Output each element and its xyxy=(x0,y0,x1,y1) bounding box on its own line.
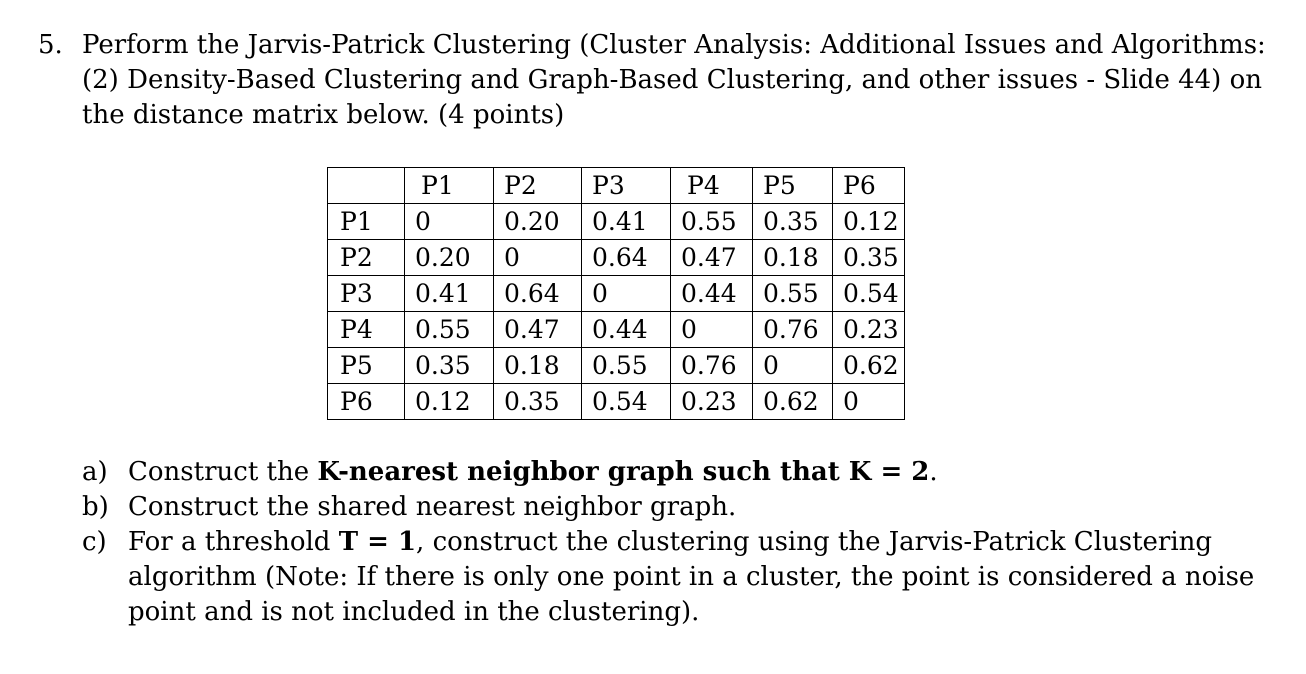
matrix-cell: 0.35 xyxy=(753,204,833,240)
matrix-cell: 0 xyxy=(582,276,671,312)
matrix-cell: 0.76 xyxy=(671,348,753,384)
subpart-b xyxy=(82,490,1282,525)
matrix-cell: 0.12 xyxy=(833,204,905,240)
matrix-cell: 0.55 xyxy=(582,348,671,384)
matrix-cell: 0.20 xyxy=(405,240,494,276)
matrix-cell: 0.64 xyxy=(494,276,582,312)
distance-matrix-table xyxy=(327,167,905,420)
matrix-cell: 0.20 xyxy=(494,204,582,240)
subpart-bold-text: T = 1 xyxy=(338,527,417,557)
subpart-a xyxy=(82,455,1282,490)
matrix-cell: 0.64 xyxy=(582,240,671,276)
matrix-cell: 0.47 xyxy=(671,240,753,276)
matrix-row xyxy=(328,384,905,420)
matrix-cell: 0.62 xyxy=(833,348,905,384)
matrix-cell: 0.18 xyxy=(494,348,582,384)
matrix-cell: 0.18 xyxy=(753,240,833,276)
matrix-column-header: P5 xyxy=(753,168,833,204)
matrix-row xyxy=(328,348,905,384)
matrix-cell: 0 xyxy=(494,240,582,276)
subpart-c xyxy=(82,525,1282,630)
subpart-text: . xyxy=(929,457,938,487)
matrix-row-header: P5 xyxy=(328,348,405,384)
matrix-row-header: P4 xyxy=(328,312,405,348)
matrix-cell: 0.35 xyxy=(494,384,582,420)
matrix-column-header: P1 xyxy=(405,168,494,204)
matrix-cell: 0 xyxy=(753,348,833,384)
matrix-cell: 0.54 xyxy=(582,384,671,420)
matrix-cell: 0.41 xyxy=(582,204,671,240)
question-text: Perform the Jarvis-Patrick Clustering (Cluster Analysis: Additional Issues and Algorithms: (2) Density-Based Clustering and Graph-Based Clustering, and other issues - Slide 44) on the distance matrix below. (4 points) xyxy=(82,30,1266,130)
matrix-cell: 0.35 xyxy=(405,348,494,384)
matrix-row xyxy=(328,204,905,240)
matrix-cell: 0.47 xyxy=(494,312,582,348)
matrix-cell: 0.55 xyxy=(753,276,833,312)
matrix-column-header: P4 xyxy=(671,168,753,204)
matrix-cell: 0 xyxy=(833,384,905,420)
subpart-label: c) xyxy=(82,527,107,557)
matrix-cell: 0.23 xyxy=(833,312,905,348)
matrix-column-header: P3 xyxy=(582,168,671,204)
matrix-cell: 0.12 xyxy=(405,384,494,420)
subpart-text: Construct the shared nearest neighbor graph. xyxy=(128,492,737,522)
matrix-cell: 0.44 xyxy=(671,276,753,312)
subpart-bold-text: K-nearest neighbor graph such that K = 2 xyxy=(317,457,930,487)
matrix-row-header: P6 xyxy=(328,384,405,420)
matrix-cell: 0 xyxy=(671,312,753,348)
distance-matrix-container xyxy=(327,167,905,420)
matrix-cell: 0.35 xyxy=(833,240,905,276)
matrix-cell: 0.54 xyxy=(833,276,905,312)
matrix-cell: 0.55 xyxy=(671,204,753,240)
matrix-row-header: P2 xyxy=(328,240,405,276)
matrix-header-row xyxy=(328,168,905,204)
matrix-cell: 0.23 xyxy=(671,384,753,420)
matrix-column-header: P2 xyxy=(494,168,582,204)
matrix-row xyxy=(328,240,905,276)
matrix-corner-cell xyxy=(328,168,405,204)
subpart-text: Construct the xyxy=(128,457,318,487)
matrix-cell: 0.41 xyxy=(405,276,494,312)
subpart-text: For a threshold xyxy=(128,527,339,557)
matrix-cell: 0 xyxy=(405,204,494,240)
question-block xyxy=(38,28,1288,133)
matrix-cell: 0.44 xyxy=(582,312,671,348)
matrix-row-header: P3 xyxy=(328,276,405,312)
matrix-cell: 0.76 xyxy=(753,312,833,348)
subpart-label: a) xyxy=(82,457,108,487)
subpart-label: b) xyxy=(82,492,109,522)
matrix-row xyxy=(328,276,905,312)
matrix-cell: 0.55 xyxy=(405,312,494,348)
subparts-list xyxy=(82,455,1282,630)
matrix-row-header: P1 xyxy=(328,204,405,240)
matrix-column-header: P6 xyxy=(833,168,905,204)
matrix-cell: 0.62 xyxy=(753,384,833,420)
question-number: 5. xyxy=(38,30,63,60)
matrix-row xyxy=(328,312,905,348)
subpart-text: , construct the clustering using the Jarvis-Patrick Clustering algorithm (Note: If there is only one point in a cluster, the point is considered a noise point and is not included in the clustering). xyxy=(128,527,1255,627)
